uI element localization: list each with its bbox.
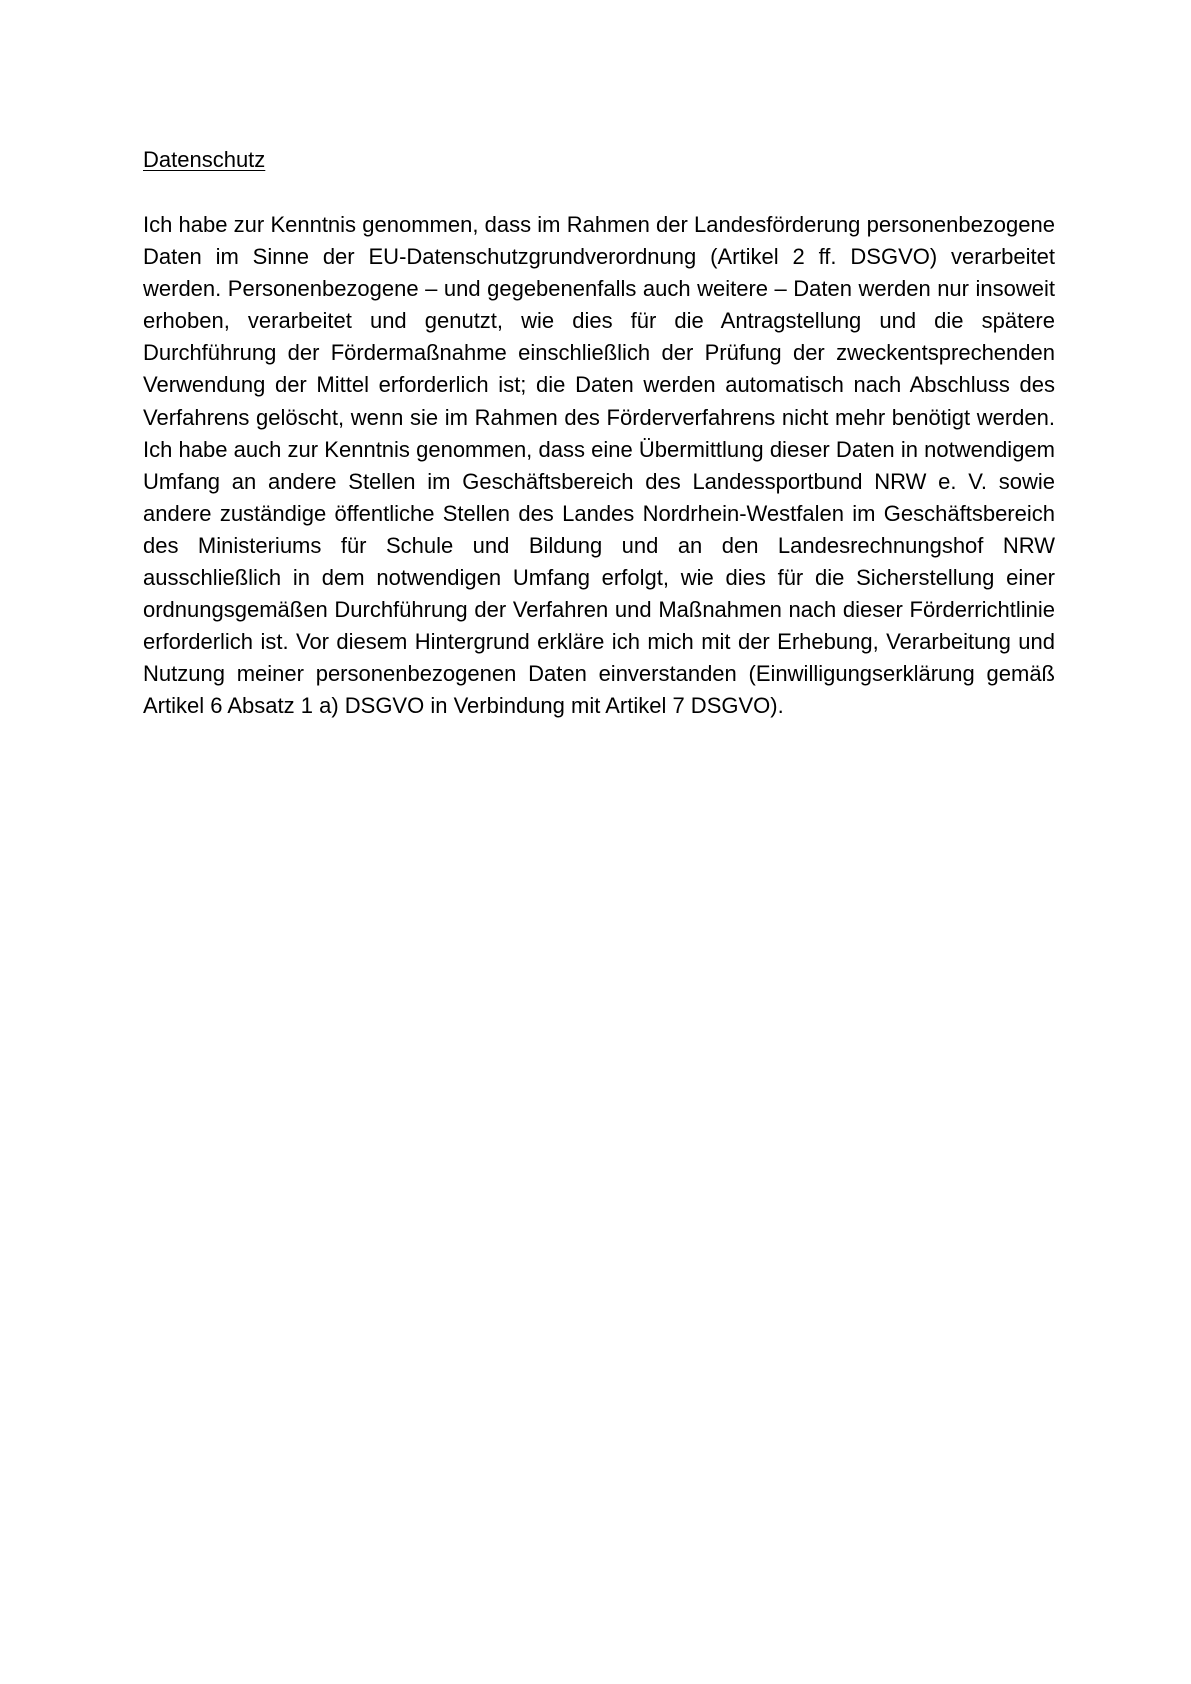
- section-heading: Datenschutz: [143, 147, 266, 172]
- consent-paragraph: Ich habe zur Kenntnis genommen, dass im Rahmen der Landesförderung personenbezogene Daten im Sinne der EU-Datenschutzgrundverordnung (Artikel 2 ff. DSGVO) verarbeitet werden. Personenbezogene – und gegebenenfalls auch weitere – Daten werden nur insoweit erhoben, verarbeitet und genutzt, wie dies für die Antragstellung und die spätere Durchführung der Fördermaßnahme einschließlich der Prüfung der zweckentsprechenden Verwendung der Mittel erforderlich ist; die Daten werden automatisch nach Abschluss des Verfahrens gelöscht, wenn sie im Rahmen des Förderverfahrens nicht mehr benötigt werden. Ich habe auch zur Kenntnis genommen, dass eine Übermittlung dieser Daten in notwendigem Umfang an andere Stellen im Geschäftsbereich des Landessportbund NRW e. V. sowie andere zuständige öffentliche Stellen des Landes Nordrhein-Westfalen im Geschäftsbereich des Ministeriums für Schule und Bildung und an den Landesrechnungshof NRW ausschließlich in dem notwendigen Umfang erfolgt, wie dies für die Sicherstellung einer ordnungsgemäßen Durchführung der Verfahren und Maßnahmen nach dieser Förderrichtlinie erforderlich ist. Vor diesem Hintergrund erkläre ich mich mit der Erhebung, Verarbeitung und Nutzung meiner personenbezogenen Daten einverstanden (Einwilligungserklärung gemäß Artikel 6 Absatz 1 a) DSGVO in Verbindung mit Artikel 7 DSGVO).: [143, 212, 1055, 719]
